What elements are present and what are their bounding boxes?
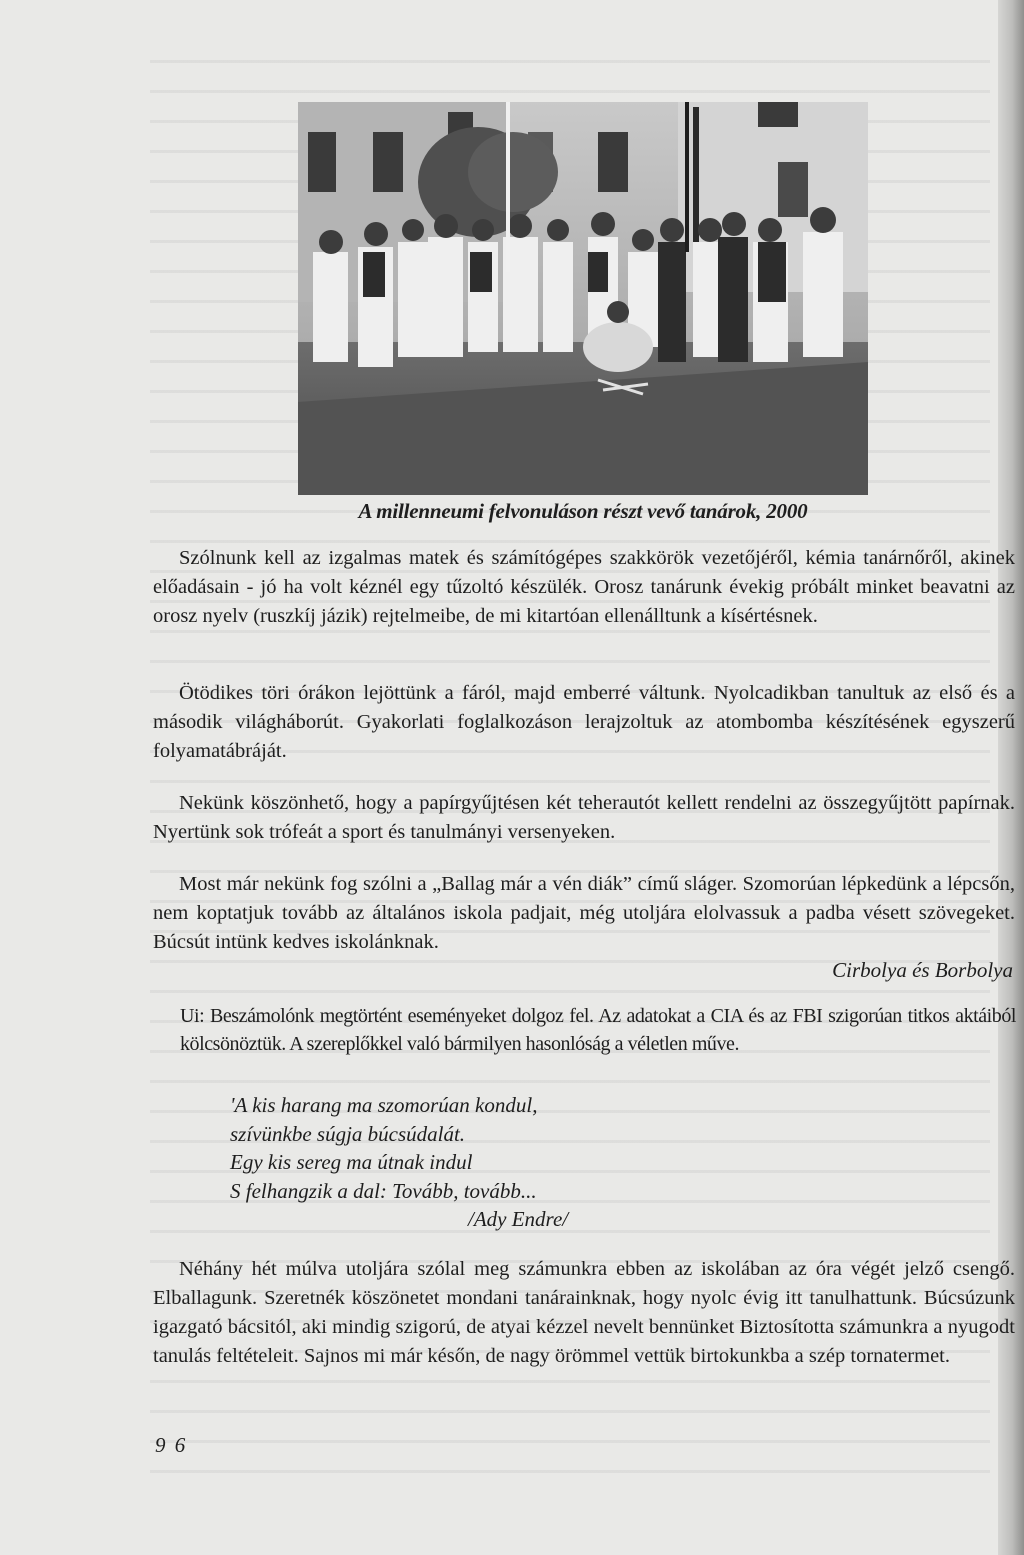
group-photo-image: [298, 102, 868, 495]
paragraph-paper-collection: [153, 789, 1015, 847]
paragraph-closing: [153, 1255, 1015, 1371]
page-number: 9 6: [155, 1433, 188, 1457]
poem-author: /Ady Endre/: [468, 1207, 569, 1231]
poem-line: 'A kis harang ma szomorúan kondul,: [230, 1093, 538, 1117]
paragraph-teachers: [153, 544, 1015, 631]
group-photo: [298, 102, 868, 495]
paragraph-history: [153, 679, 1015, 766]
postscript-note: Ui: Beszámolónk megtörtént eseményeket dolgoz fel. Az adatokat a CIA és az FBI szigorúan titkos aktáiból kölcsönöztük. A szereplőkkel való bármilyen hasonlóság a véletlen műve.: [180, 1005, 1016, 1055]
paragraph-text: Ötödikes töri órákon lejöttünk a fáról, majd emberré váltunk. Nyolcadikban tanultuk az első és a második világháborút. Gyakorlati foglalkozáson lerajzoltuk az atombomba készítésének egyszerű folyamatábráját.: [153, 682, 1015, 762]
photo-caption: A millenneumi felvonuláson részt vevő tanárok, 2000: [358, 499, 808, 523]
poem-line: szívünkbe súgja búcsúdalát.: [230, 1121, 466, 1146]
paragraph-text: Most már nekünk fog szólni a „Ballag már a vén diák” című sláger. Szomorúan lépkedünk a lépcsőn, nem koptatjuk tovább az általános iskola padjait, még utoljára elolvassuk a padba vésett szövegeket. Búcsút intünk kedves iskolánknak.: [153, 873, 1015, 953]
poem-line: Egy kis sereg ma útnak indul: [230, 1150, 473, 1174]
poem-quote: [230, 1091, 568, 1234]
poem-line: S felhangzik a dal: Tovább, tovább...: [230, 1178, 537, 1203]
paragraph-farewell: [153, 870, 1015, 957]
paragraph-text: Nekünk köszönhető, hogy a papírgyűjtésen két teherautót kellett rendelni az összegyűjtött papírnak. Nyertünk sok trófeát a sport és tanulmányi versenyeken.: [153, 792, 1015, 843]
paragraph-text: Szólnunk kell az izgalmas matek és számítógépes szakkörök vezetőjéről, kémia tanárnőről, akinek előadásain - jó ha volt kéznél egy tűzoltó készülék. Orosz tanárunk évekig próbált minket beavatni az orosz nyelv (ruszkíj jázik) rejtelmeibe, de mi kitartóan ellenálltunk a kísértésnek.: [153, 547, 1015, 627]
signature: Cirbolya és Borbolya: [832, 958, 1013, 982]
paragraph-text: Néhány hét múlva utoljára szólal meg számunkra ebben az iskolában az óra végét jelző csengő. Elballagunk. Szeretnék köszönetet mondani tanárainknak, hogy nyolc évig itt tanulhattunk. Búcsúzunk igazgató bácsitól, aki mindig szigorú, de atyai kézzel nevelt bennünket Biztosította számunkra a nyugodt tanulás feltételeit. Sajnos mi már későn, de nagy örömmel vettük birtokunkba a szép tornatermet.: [153, 1258, 1015, 1367]
